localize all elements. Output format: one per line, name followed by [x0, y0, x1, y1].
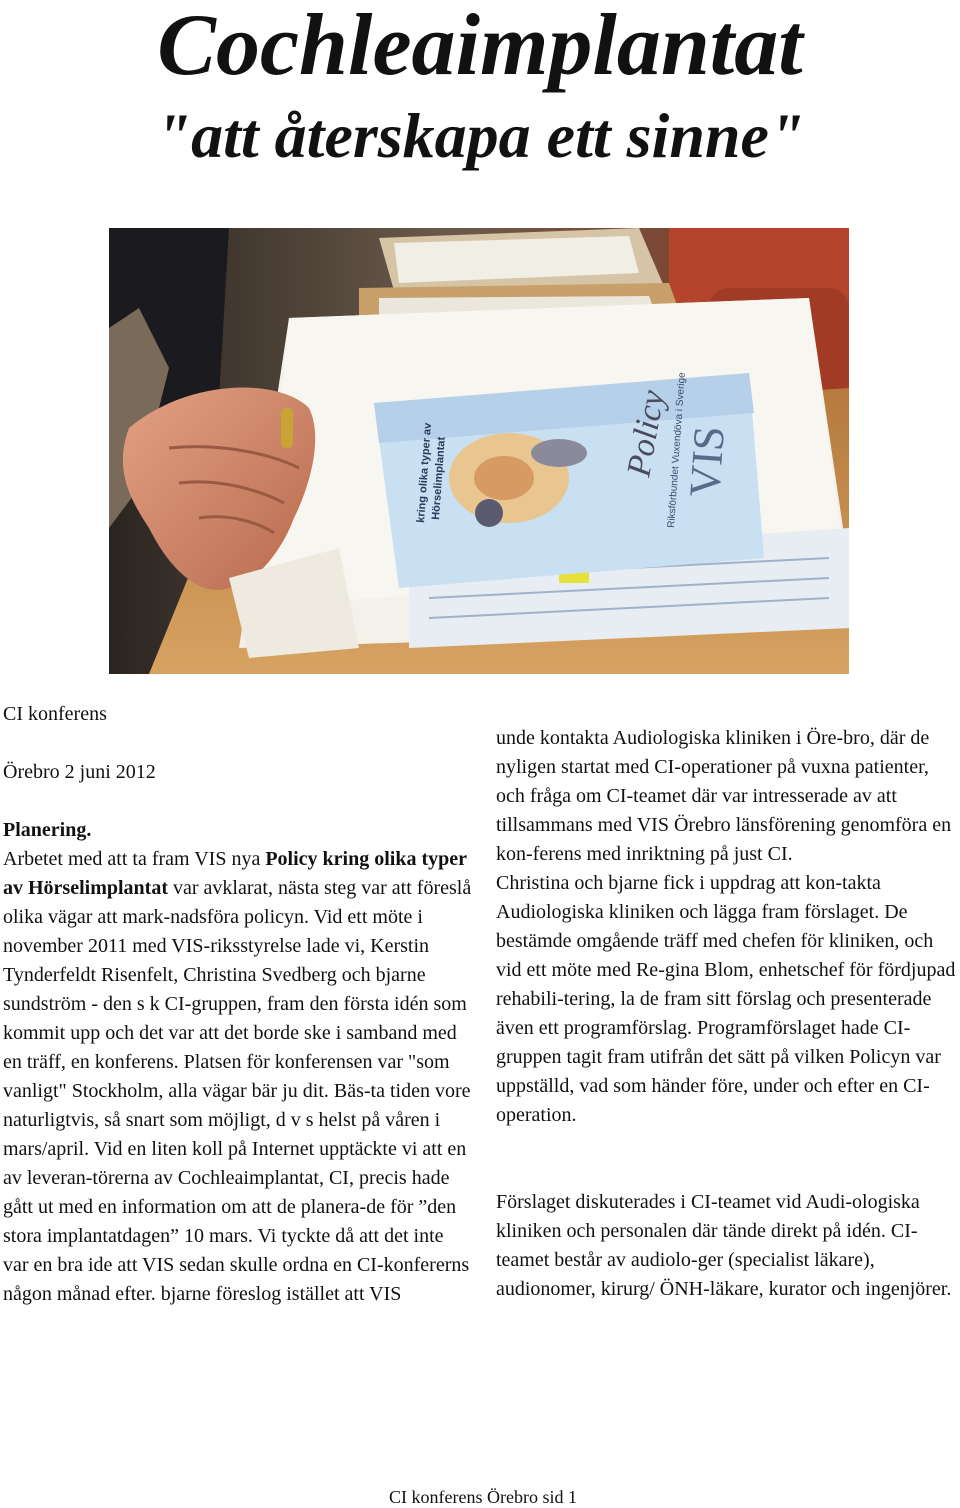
left-column	[3, 700, 473, 1309]
brochure-script: Policy	[620, 387, 672, 480]
conference-photo	[109, 228, 849, 674]
right-paragraph-1: unde kontakta Audiologiska kliniken i Öre-bro, där de nyligen startat med CI-operationer på vuxna patienter, och fråga om CI-teamet där var intresserade av att tillsammans med VIS Örebro länsförening genomföra en kon-ferens med inriktning på just CI.	[496, 727, 952, 865]
section-heading: Planering.	[3, 819, 92, 841]
event-name: CI konferens	[3, 703, 107, 725]
right-column	[496, 724, 960, 1304]
brochure-caption-1: kring olika typer av	[415, 422, 434, 524]
event-place-date: Örebro 2 juni 2012	[3, 761, 156, 783]
brochure-org: Riksförbundet Vuxendöva i Sverige	[666, 371, 688, 529]
page-subtitle: "att återskapa ett sinne"	[155, 100, 805, 171]
brochure-caption-2: Hörselimplantat	[430, 436, 448, 521]
right-paragraph-2: Christina och bjarne fick i uppdrag att kon-takta Audiologiska kliniken och lägga fram förslaget. De bestämde omgående träff med chefen för kliniken, och vid ett möte med Re-gina Blom, enhetschef för fördjupad rehabili-tering, la de fram sitt förslag och presenterade även ett programförslag. Programförslaget hade CI-gruppen tagit fram utifrån det sätt på vilken Policyn var uppställd, vad som händer före, under och efter en CI-operation.	[496, 872, 956, 1126]
right-paragraph-3: Förslaget diskuterades i CI-teamet vid Audi-ologiska kliniken och personalen där tände direkt på idén. CI-teamet består av audiolo-ger (specialist läkare), audionomer, kirurg/ ÖNH-läkare, kurator och ingenjörer.	[496, 1191, 952, 1300]
brochure-title: VIS	[680, 424, 734, 499]
policy-title: Policy kring olika typer av Hörselimplantat	[3, 848, 467, 899]
page-title: Cochleaimplantat	[157, 0, 803, 94]
page-footer: CI konferens Örebro sid 1	[389, 1487, 577, 1507]
left-paragraph: Arbetet med att ta fram VIS nya Policy kring olika typer av Hörselimplantat var avklarat, nästa steg var att föreslå olika vägar att mark-nadsföra policyn. Vid ett möte i november 2011 med VIS-riksstyrelse lade vi, Kerstin Tynderfeldt Risenfelt, Christina Svedberg och bjarne sundström - den s k CI-gruppen, fram den första idén som kommit upp och det var att det borde ske i samband med en träff, en konferens. Platsen för konferensen var "som vanligt" Stockholm, alla vägar bär ju dit. Bäs-ta tiden vore naturligtvis, så snart som möjligt, d v s helst på våren i mars/april. Vid en liten koll på Internet upptäckte vi att en av leveran-törerna av Cochleaimplantat, CI, precis hade gått ut med en information om att de planera-de för ”den stora implantatdagen” 10 mars. Vi tyckte då att det inte var en bra ide att VIS sedan skulle ordna en CI-konfererns någon månad efter. bjarne föreslog istället att VIS	[3, 848, 472, 1305]
